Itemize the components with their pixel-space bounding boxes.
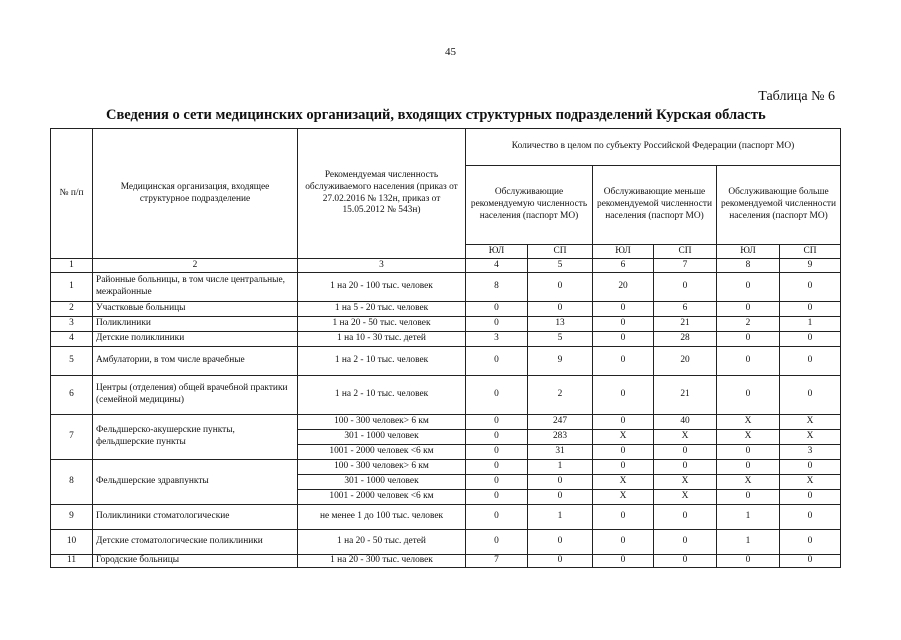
table-label: Таблица № 6 [758,89,835,104]
column-number: 4 [466,259,528,273]
value-cell: 0 [593,415,654,430]
value-cell: 0 [780,347,841,376]
recommended-population: 1001 - 2000 человек <6 км [298,490,466,505]
header-yul: ЮЛ [717,245,780,259]
value-cell: 0 [593,317,654,332]
table-row [51,302,841,317]
value-cell: 13 [528,317,593,332]
column-number: 7 [654,259,717,273]
header-org: Медицинская организация, входящее структурное подразделение [93,129,298,259]
value-cell: 0 [717,347,780,376]
row-number: 10 [51,530,93,555]
value-cell: Х [593,490,654,505]
column-number: 9 [780,259,841,273]
value-cell: 0 [780,376,841,415]
value-cell: 0 [780,555,841,568]
organization-name: Детские стоматологические поликлиники [93,530,298,555]
column-number: 3 [298,259,466,273]
column-number: 2 [93,259,298,273]
row-number: 7 [51,415,93,460]
table-row [51,332,841,347]
value-cell: 0 [593,445,654,460]
value-cell: 0 [528,475,593,490]
value-cell: 0 [593,505,654,530]
value-cell: 0 [717,490,780,505]
value-cell: 283 [528,430,593,445]
row-number: 11 [51,555,93,568]
column-number: 1 [51,259,93,273]
row-number: 6 [51,376,93,415]
header-yul: ЮЛ [593,245,654,259]
recommended-population: 1 на 5 - 20 тыс. человек [298,302,466,317]
value-cell: 0 [717,376,780,415]
value-cell: 0 [717,445,780,460]
value-cell: Х [654,475,717,490]
organization-name: Районные больницы, в том числе центральные, межрайонные [93,273,298,302]
value-cell: 0 [593,460,654,475]
table-row [51,555,841,568]
table-row [51,530,841,555]
table-row [51,347,841,376]
header-group-recommended: Обслуживающие рекомендуемую численность населения (паспорт МО) [466,166,593,245]
header-sp: СП [780,245,841,259]
recommended-population: 301 - 1000 человек [298,475,466,490]
value-cell: 3 [780,445,841,460]
value-cell: 8 [466,273,528,302]
value-cell: 0 [466,347,528,376]
value-cell: 0 [466,376,528,415]
value-cell: 0 [528,490,593,505]
value-cell: 1 [717,505,780,530]
value-cell: Х [654,430,717,445]
value-cell: 3 [466,332,528,347]
value-cell: Х [717,415,780,430]
organization-name: Поликлиники стоматологические [93,505,298,530]
value-cell: 0 [780,460,841,475]
value-cell: 0 [780,530,841,555]
header-sp: СП [654,245,717,259]
recommended-population: 301 - 1000 человек [298,430,466,445]
header-yul: ЮЛ [466,245,528,259]
header-recommended: Рекомендуемая численность обслуживаемого населения (приказ от 27.02.2016 № 132н, приказ от 15.05.2012 № 543н) [298,129,466,259]
table-row [51,460,841,475]
value-cell: 1 [780,317,841,332]
value-cell: 0 [466,505,528,530]
value-cell: 5 [528,332,593,347]
value-cell: Х [593,430,654,445]
value-cell: Х [780,430,841,445]
value-cell: 0 [593,332,654,347]
row-number: 8 [51,460,93,505]
value-cell: 0 [593,555,654,568]
value-cell: 0 [593,376,654,415]
value-cell: 0 [654,445,717,460]
page-number: 45 [445,46,456,58]
row-number: 4 [51,332,93,347]
value-cell: 9 [528,347,593,376]
value-cell: 31 [528,445,593,460]
value-cell: 0 [466,302,528,317]
organization-name: Поликлиники [93,317,298,332]
table-row [51,317,841,332]
organization-name: Детские поликлиники [93,332,298,347]
column-number: 6 [593,259,654,273]
row-number: 2 [51,302,93,317]
organization-name: Фельдшерско-акушерские пункты, фельдшерские пункты [93,415,298,460]
value-cell: 21 [654,317,717,332]
header-num: № п/п [51,129,93,259]
value-cell: 0 [593,530,654,555]
value-cell: Х [780,415,841,430]
value-cell: 0 [466,460,528,475]
header-total: Количество в целом по субъекту Российской Федерации (паспорт МО) [466,129,841,166]
table-row [51,273,841,302]
header-sp: СП [528,245,593,259]
value-cell: 247 [528,415,593,430]
organization-name: Фельдшерские здравпункты [93,460,298,505]
recommended-population: 1 на 2 - 10 тыс. человек [298,347,466,376]
recommended-population: 1 на 2 - 10 тыс. человек [298,376,466,415]
recommended-population: 1 на 20 - 50 тыс. детей [298,530,466,555]
value-cell: 0 [654,273,717,302]
value-cell: Х [717,430,780,445]
value-cell: 7 [466,555,528,568]
value-cell: 21 [654,376,717,415]
medical-network-table [50,128,841,568]
value-cell: 28 [654,332,717,347]
value-cell: 0 [593,302,654,317]
value-cell: 0 [780,332,841,347]
recommended-population: 1 на 20 - 50 тыс. человек [298,317,466,332]
value-cell: 2 [528,376,593,415]
header-group-less: Обслуживающие меньше рекомендуемой численности населения (паспорт МО) [593,166,717,245]
value-cell: Х [780,475,841,490]
value-cell: 0 [654,460,717,475]
row-number: 1 [51,273,93,302]
value-cell: 0 [780,273,841,302]
value-cell: 0 [528,530,593,555]
value-cell: 0 [654,530,717,555]
value-cell: 0 [780,505,841,530]
value-cell: 0 [528,555,593,568]
row-number: 9 [51,505,93,530]
value-cell: 0 [466,445,528,460]
value-cell: 0 [466,317,528,332]
column-number: 8 [717,259,780,273]
value-cell: 0 [780,302,841,317]
value-cell: 0 [717,332,780,347]
value-cell: Х [717,475,780,490]
value-cell: 0 [654,555,717,568]
value-cell: 0 [466,430,528,445]
document-title: Сведения о сети медицинских организаций, входящих структурных подразделений Курская область [106,107,766,123]
table-row [51,415,841,430]
organization-name: Амбулатории, в том числе врачебные [93,347,298,376]
value-cell: 0 [717,302,780,317]
recommended-population: 1001 - 2000 человек <6 км [298,445,466,460]
value-cell: Х [593,475,654,490]
recommended-population: 1 на 20 - 100 тыс. человек [298,273,466,302]
organization-name: Участковые больницы [93,302,298,317]
table-row [51,505,841,530]
value-cell: 1 [528,460,593,475]
value-cell: 0 [717,555,780,568]
recommended-population: не менее 1 до 100 тыс. человек [298,505,466,530]
value-cell: 2 [717,317,780,332]
value-cell: 0 [717,460,780,475]
value-cell: 0 [717,273,780,302]
header-group-more: Обслуживающие больше рекомендуемой численности населения (паспорт МО) [717,166,841,245]
value-cell: 0 [780,490,841,505]
value-cell: 0 [593,347,654,376]
value-cell: 20 [654,347,717,376]
value-cell: 6 [654,302,717,317]
value-cell: 0 [466,415,528,430]
recommended-population: 100 - 300 человек> 6 км [298,460,466,475]
recommended-population: 1 на 10 - 30 тыс. детей [298,332,466,347]
row-number: 3 [51,317,93,332]
row-number: 5 [51,347,93,376]
table-row [51,376,841,415]
recommended-population: 100 - 300 человек> 6 км [298,415,466,430]
value-cell: 1 [528,505,593,530]
value-cell: 20 [593,273,654,302]
column-number: 5 [528,259,593,273]
value-cell: 0 [466,475,528,490]
value-cell: Х [654,490,717,505]
organization-name: Городские больницы [93,555,298,568]
value-cell: 0 [528,273,593,302]
value-cell: 40 [654,415,717,430]
value-cell: 1 [717,530,780,555]
organization-name: Центры (отделения) общей врачебной практики (семейной медицины) [93,376,298,415]
value-cell: 0 [466,530,528,555]
value-cell: 0 [528,302,593,317]
recommended-population: 1 на 20 - 300 тыс. человек [298,555,466,568]
value-cell: 0 [654,505,717,530]
value-cell: 0 [466,490,528,505]
